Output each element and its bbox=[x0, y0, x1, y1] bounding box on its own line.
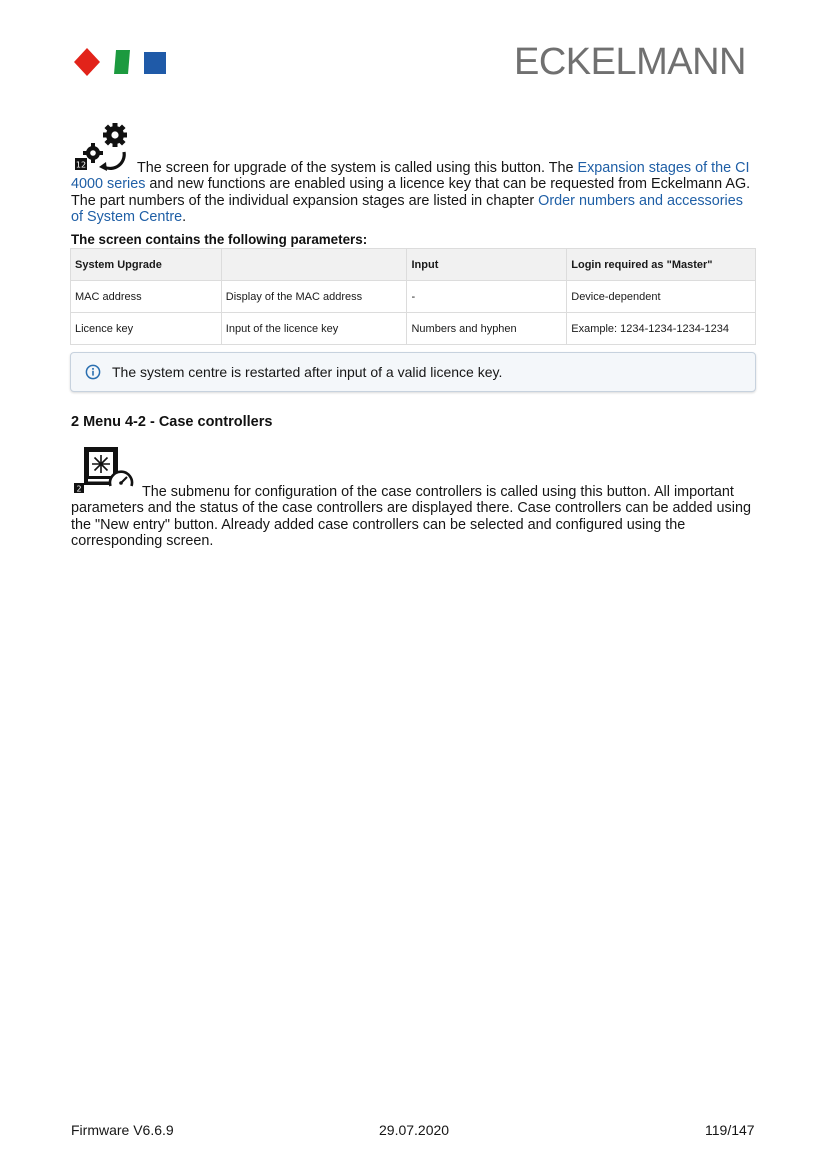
table-header-row bbox=[71, 249, 756, 281]
menu-number-badge: 2 bbox=[76, 484, 82, 494]
table-row bbox=[71, 281, 756, 313]
table-cell: Device-dependent bbox=[567, 281, 756, 313]
table-cell: Example: 1234-1234-1234-1234 bbox=[567, 313, 756, 345]
table-cell: Numbers and hyphen bbox=[407, 313, 567, 345]
table-cell: MAC address bbox=[71, 281, 222, 313]
info-icon bbox=[85, 364, 101, 380]
menu-number-badge: 12 bbox=[75, 160, 87, 170]
table-cell: Display of the MAC address bbox=[221, 281, 407, 313]
case-controllers-description: The submenu for configuration of the case controllers is called using this button. All important parameters and the status of the case controllers are displayed there. Case controllers can be added using the "New entry" button. Already added case controllers can be selected and configured using the corresponding screen. bbox=[71, 484, 751, 550]
table-cell: Licence key bbox=[71, 313, 222, 345]
expansion-stages-link[interactable]: Expansion stages of the CI 4000 series bbox=[71, 160, 750, 193]
system-upgrade-description: The screen for upgrade of the system is called using this button. The Expansion stages of the CI 4000 series and new functions are enabled using a licence key that can be requested from Eckelmann AG. The part numbers of the individual expansion stages are listed in chapter Order numbers and accessories of System Centre. bbox=[71, 160, 751, 226]
info-text: The system centre is restarted after input of a valid licence key. bbox=[112, 364, 503, 380]
brand-wordmark: ECKELMANN bbox=[514, 41, 746, 83]
table-header-cell bbox=[221, 249, 407, 281]
order-numbers-link[interactable]: Order numbers and accessories of System Centre bbox=[71, 192, 743, 226]
table-cell: - bbox=[407, 281, 567, 313]
footer-date: 29.07.2020 bbox=[379, 1122, 450, 1138]
section-heading-case-controllers: 2 Menu 4-2 - Case controllers bbox=[71, 414, 273, 430]
table-header-cell: Login required as "Master" bbox=[567, 249, 756, 281]
table-cell: Input of the licence key bbox=[221, 313, 407, 345]
table-row bbox=[71, 313, 756, 345]
table-header-cell: Input bbox=[407, 249, 567, 281]
footer-page-number: 119/147 bbox=[705, 1122, 755, 1138]
info-note bbox=[70, 352, 756, 392]
table-header-cell: System Upgrade bbox=[71, 249, 222, 281]
eckelmann-logo-icon bbox=[73, 46, 167, 78]
parameters-heading: The screen contains the following parameters: bbox=[71, 232, 368, 247]
footer-firmware: Firmware V6.6.9 bbox=[71, 1122, 174, 1138]
parameters-table bbox=[70, 248, 756, 345]
